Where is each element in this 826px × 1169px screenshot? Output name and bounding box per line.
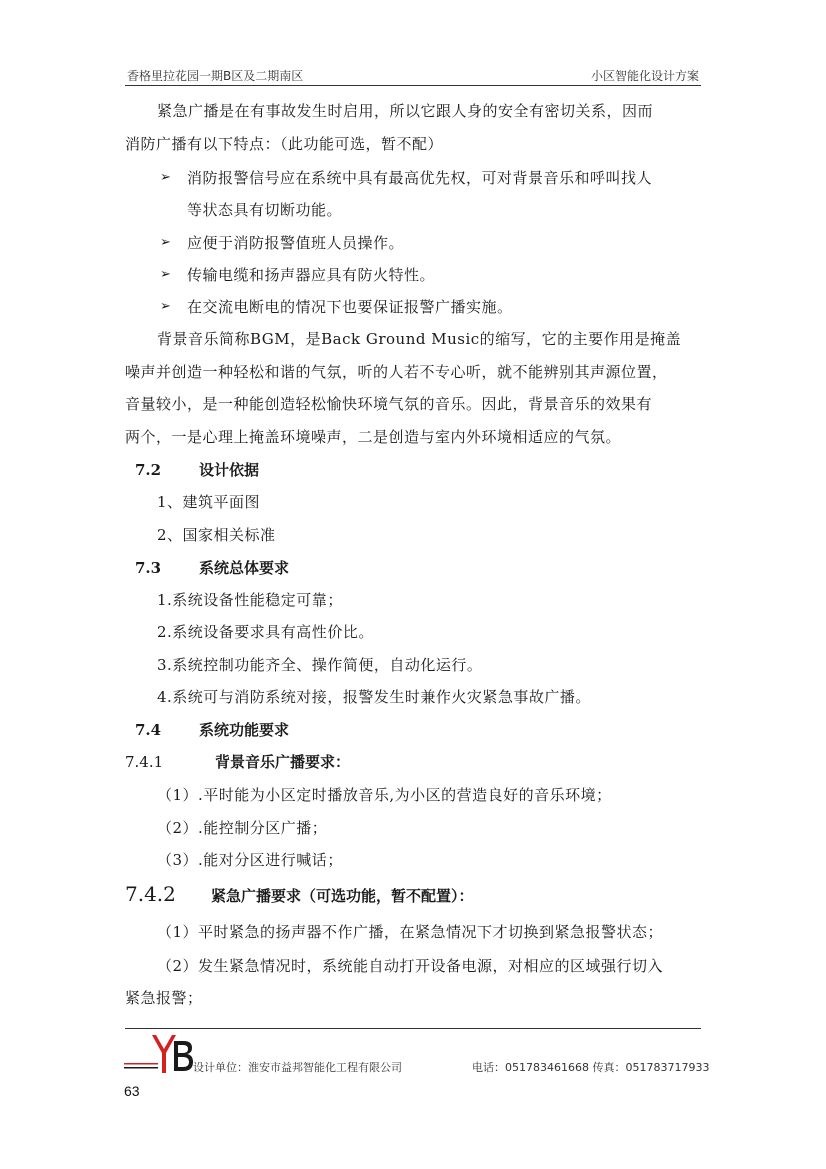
list-item: 4.系统可与消防系统对接，报警发生时兼作火灾紧急事故广播。 (157, 688, 591, 706)
paragraph-line: 紧急广播是在有事故发生时启用，所以它跟人身的安全有密切关系，因而 (157, 102, 654, 120)
paragraph-line: 两个，一是心理上掩盖环境噪声，二是创造与室内外环境相适应的气氛。 (125, 428, 622, 446)
section-heading-7-3 (135, 558, 289, 578)
logo-b-shape (174, 1041, 193, 1071)
logo-stripe (124, 1067, 158, 1069)
section-number: 7.2 (135, 461, 162, 479)
bullet-item: 消防报警信号应在系统中具有最高优先权，可对背景音乐和呼叫找人 (187, 169, 653, 187)
bullet-arrow-icon: ➢ (160, 267, 171, 282)
footer-contact: 电话：051783461668 传真：051783717933 (472, 1061, 710, 1074)
section-heading-7-4-1 (125, 752, 350, 772)
section-heading-7-2 (135, 460, 259, 480)
paragraph-line: 噪声并创造一种轻松和谐的气氛，听的人若不专心听，就不能辨别其声源位置， (125, 363, 668, 381)
section-heading-7-4 (135, 720, 289, 740)
section-title: 系统总体要求 (199, 559, 290, 577)
paragraph-line: 背景音乐简称BGM，是Back Ground Music的缩写，它的主要作用是掩盖 (157, 330, 682, 348)
list-item: 3.系统控制功能齐全、操作简便，自动化运行。 (157, 656, 483, 674)
list-item: 1.系统设备性能稳定可靠； (157, 591, 343, 609)
section-title: 系统功能要求 (199, 721, 290, 739)
section-title: 背景音乐广播要求： (215, 753, 351, 771)
footer-company: 设计单位：淮安市益邦智能化工程有限公司 (193, 1061, 402, 1074)
list-item: （2）发生紧急情况时，系统能自动打开设备电源，对相应的区域强行切入 (157, 957, 664, 975)
list-item: （1）平时紧急的扬声器不作广播，在紧急情况下才切换到紧急报警状态； (157, 923, 664, 941)
section-number: 7.4.1 (125, 753, 164, 771)
header-rule (125, 85, 701, 86)
list-item: 2.系统设备要求具有高性价比。 (157, 623, 374, 641)
section-number: 7.4 (135, 721, 162, 739)
list-item-continuation: 紧急报警； (125, 989, 203, 1007)
bullet-item-continuation: 等状态具有切断功能。 (187, 201, 343, 219)
bullet-arrow-icon: ➢ (160, 299, 171, 314)
bullet-arrow-icon: ➢ (160, 235, 171, 250)
bullet-item: 应便于消防报警值班人员操作。 (187, 234, 405, 252)
section-heading-7-4-2 (125, 883, 474, 907)
section-number: 7.3 (135, 559, 162, 577)
header-document-title: 小区智能化设计方案 (590, 69, 699, 83)
list-item: （2）.能控制分区广播； (157, 819, 328, 837)
section-title: 紧急广播要求（可选功能，暂不配置）： (211, 887, 474, 905)
logo-stripe (124, 1063, 158, 1065)
list-item: 2、国家相关标准 (157, 526, 276, 544)
list-item: （1）.平时能为小区定时播放音乐,为小区的营造良好的音乐环境； (157, 786, 612, 804)
section-number: 7.4.2 (125, 882, 176, 906)
section-title: 设计依据 (199, 461, 260, 479)
company-logo (124, 1033, 194, 1077)
bullet-item: 传输电缆和扬声器应具有防火特性。 (187, 266, 436, 284)
page-header (125, 65, 701, 85)
footer-rule (125, 1028, 701, 1029)
bullet-arrow-icon: ➢ (160, 170, 171, 185)
bullet-item: 在交流电断电的情况下也要保证报警广播实施。 (187, 298, 513, 316)
page-number: 63 (124, 1083, 140, 1099)
list-item: 1、建筑平面图 (157, 493, 261, 511)
paragraph-line: 消防广播有以下特点：（此功能可选，暂不配） (125, 135, 444, 153)
header-project-name: 香格里拉花园一期B区及二期南区 (127, 69, 304, 83)
paragraph-line: 音量较小，是一种能创造轻松愉快环境气氛的音乐。因此，背景音乐的效果有 (125, 395, 653, 413)
list-item: （3）.能对分区进行喊话； (157, 851, 343, 869)
